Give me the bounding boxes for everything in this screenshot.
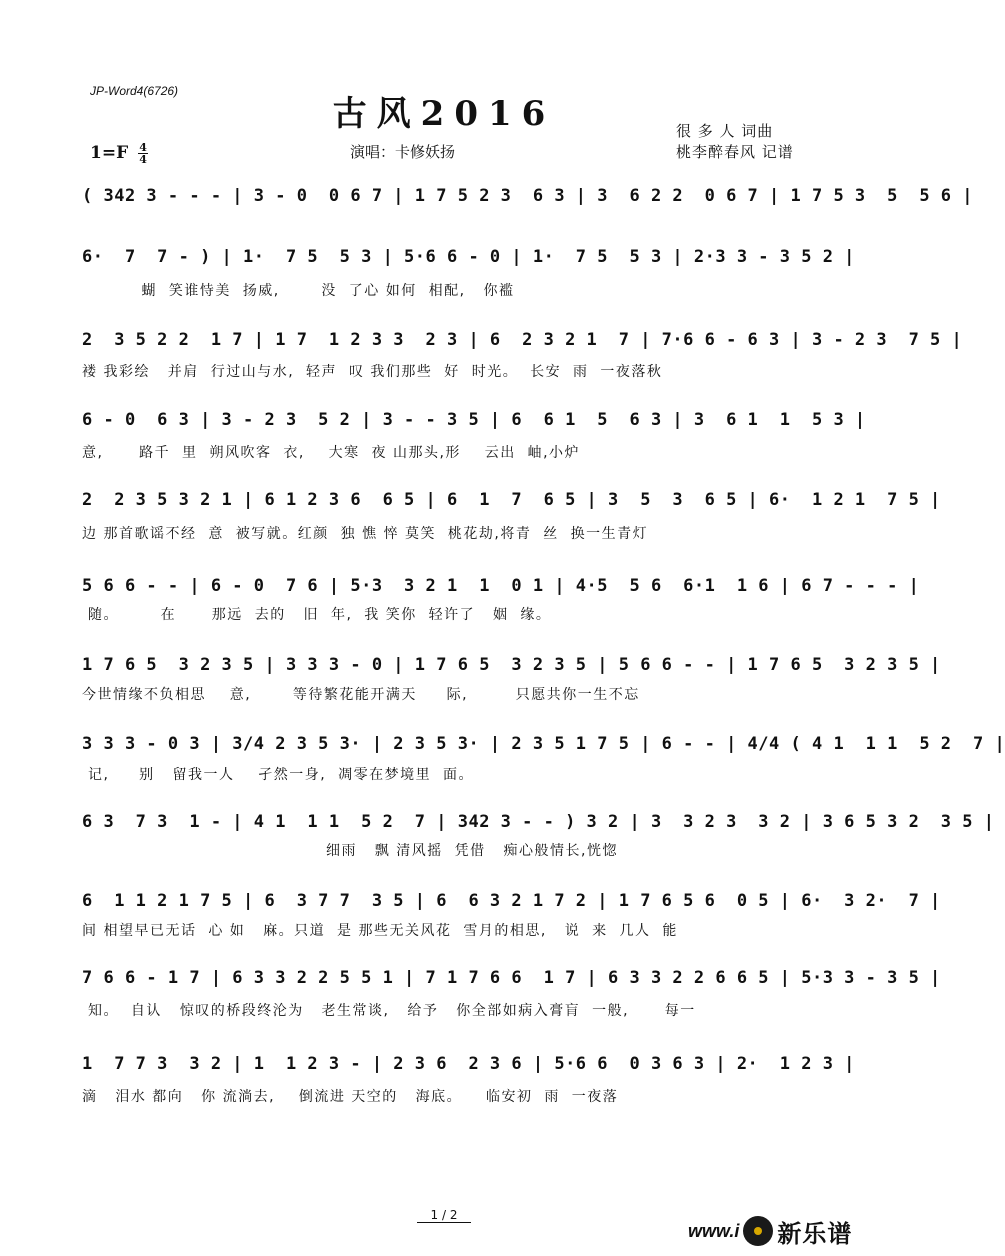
notation-row: 3 3 3 - 0 3 | 3/4 2 3 5 3· | 2 3 5 3· | 2 3 5 1 7 5 | 6 - - | 4/4 ( 4 1 1 1 5 2 7 | [82,734,1005,754]
lyric-row: 记, 别 留我一人 孑然一身, 凋零在梦境里 面。 [82,767,475,783]
meter-bottom: 4 [139,153,147,166]
notation-row: 5 6 6 - - | 6 - 0 7 6 | 5·3 3 2 1 1 0 1 | 4·5 5 6 6·1 1 6 | 6 7 - - - | [82,576,920,596]
notation-row: 6· 7 7 - ) | 1· 7 5 5 3 | 5·6 6 - 0 | 1· 7 5 5 3 | 2·3 3 - 3 5 2 | [82,247,855,267]
singer-credit: 演唱：卡修妖扬 [350,143,456,161]
lyric-row: 褛 我彩绘 并肩 行过山与水, 轻声 叹 我们那些 好 时光。 长安 雨 一夜落秋 [82,364,663,380]
site-name: 新乐谱 [777,1219,853,1248]
notation-row: 1 7 7 3 3 2 | 1 1 2 3 - | 2 3 6 2 3 6 | 5·6 6 0 3 6 3 | 2· 1 2 3 | [82,1054,855,1074]
transcriber-credit: 桃李醉春风 记谱 [676,143,794,161]
lyric-row: 边 那首歌谣不经 意 被写就。红颜 独 憔 悴 莫笑 桃花劫,将青 丝 换一生青灯 [82,526,649,542]
software-label: JP-Word4(6726) [90,84,179,98]
lyric-row: 今世情缘不负相思 意, 等待繁花能开满天 际, 只愿共你一生不忘 [82,687,640,703]
lyricist-composer-credit: 很 多 人 词曲 [676,122,774,140]
notation-row: ( 342 3 - - - | 3 - 0 0 6 7 | 1 7 5 2 3 6 3 | 3 6 2 2 0 6 7 | 1 7 5 3 5 5 6 | [82,186,973,206]
notation-row: 6 - 0 6 3 | 3 - 2 3 5 2 | 3 - - 3 5 | 6 6 1 5 6 3 | 3 6 1 1 5 3 | [82,410,866,430]
notation-row: 7 6 6 - 1 7 | 6 3 3 2 2 5 5 1 | 7 1 7 6 6 1 7 | 6 3 3 2 2 6 6 5 | 5·3 3 - 3 5 | [82,968,941,988]
lyric-row: 蝴 笑谁恃美 扬威, 没 了心 如何 相配, 你褴 [82,283,515,299]
time-signature [138,142,148,165]
site-logo[interactable] [688,1214,852,1248]
record-disc-icon [743,1216,773,1246]
key-label: 1=F [90,143,129,163]
key-signature [90,142,148,165]
lyric-row: 滴 泪水 都向 你 流淌去, 倒流进 天空的 海底。 临安初 雨 一夜落 [82,1089,619,1105]
song-title: 古风2016 [332,94,556,134]
lyric-row: 间 相望早已无话 心 如 麻。只道 是 那些无关风花 雪月的相思, 说 来 几人 能 [82,923,678,939]
meter-top: 4 [139,141,147,154]
notation-row: 6 3 7 3 1 - | 4 1 1 1 5 2 7 | 342 3 - - ) 3 2 | 3 3 2 3 3 2 | 3 6 5 3 2 3 5 | [82,812,995,832]
notation-row: 2 3 5 2 2 1 7 | 1 7 1 2 3 3 2 3 | 6 2 3 2 1 7 | 7·6 6 - 6 3 | 3 - 2 3 7 5 | [82,330,963,350]
lyric-row: 随。 在 那远 去的 旧 年, 我 笑你 轻许了 姻 缘。 [82,607,552,623]
site-url: www.i [688,1220,740,1241]
lyric-row: 知。 自认 惊叹的桥段终沦为 老生常谈, 给予 你全部如病入膏肓 一般, 每一 [82,1003,696,1019]
lyric-row: 意, 路千 里 朔风吹客 衣, 大寒 夜 山那头,形 云出 岫,小炉 [82,445,581,461]
notation-row: 1 7 6 5 3 2 3 5 | 3 3 3 - 0 | 1 7 6 5 3 2 3 5 | 5 6 6 - - | 1 7 6 5 3 2 3 5 | [82,655,941,675]
page-number-text: 1 / 2 [417,1208,472,1223]
lyric-row: 细雨 飘 清风摇 凭借 痴心般情长,恍惚 [82,843,618,859]
notation-row: 2 2 3 5 3 2 1 | 6 1 2 3 6 6 5 | 6 1 7 6 5 | 3 5 3 6 5 | 6· 1 2 1 7 5 | [82,490,941,510]
notation-row: 6 1 1 2 1 7 5 | 6 3 7 7 3 5 | 6 6 3 2 1 7 2 | 1 7 6 5 6 0 5 | 6· 3 2· 7 | [82,891,941,911]
